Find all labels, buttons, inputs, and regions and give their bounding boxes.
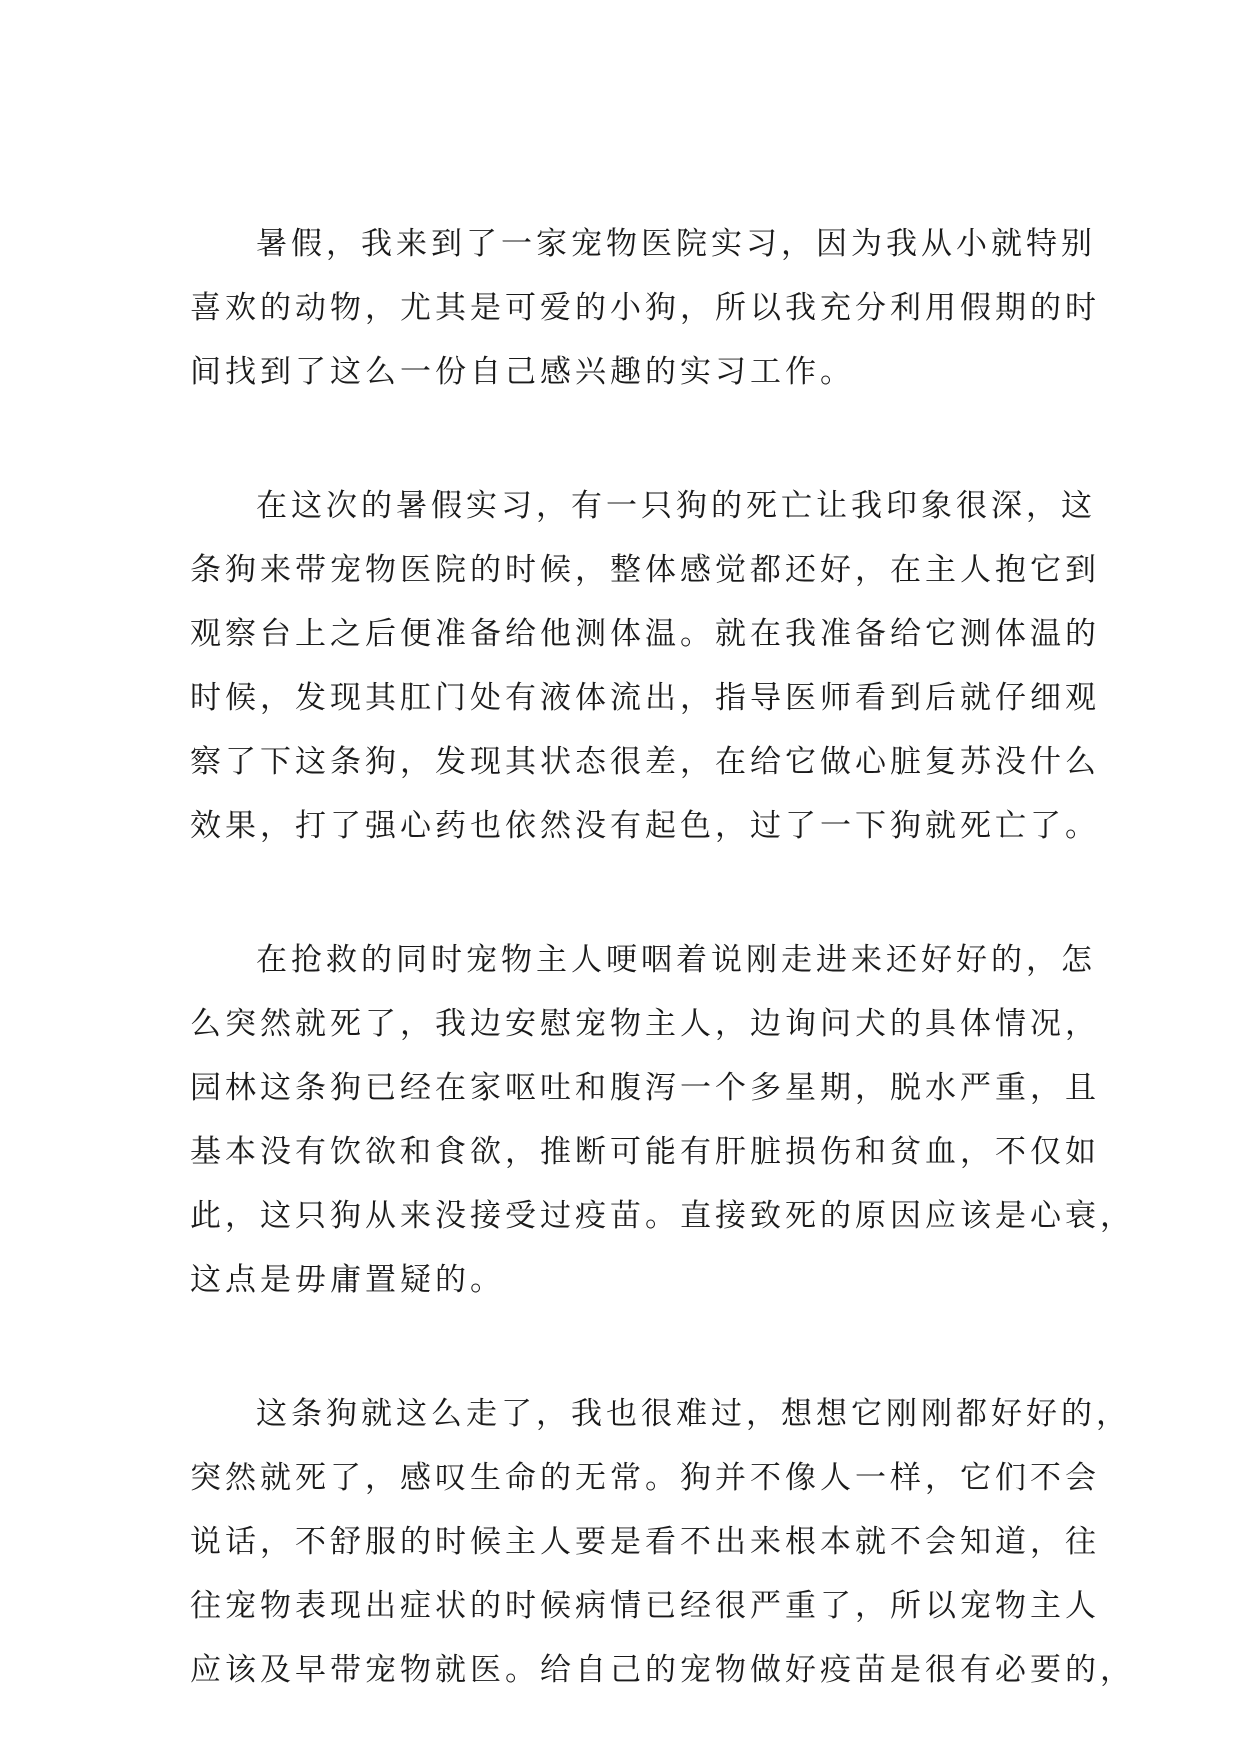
text-line: 这点是毋庸置疑的。 <box>190 1262 505 1298</box>
text-line: 暑假，我来到了一家宠物医院实习，因为我从小就特别 <box>256 226 1096 262</box>
text-line: 突然就死了，感叹生命的无常。狗并不像人一样，它们不会 <box>190 1460 1100 1496</box>
text-line: 此，这只狗从来没接受过疫苗。直接致死的原因应该是心衰， <box>190 1198 1135 1234</box>
text-line: 基本没有饮欲和食欲，推断可能有肝脏损伤和贫血，不仅如 <box>190 1134 1100 1170</box>
text-line: 察了下这条狗，发现其状态很差，在给它做心脏复苏没什么 <box>190 744 1100 780</box>
text-line: 在这次的暑假实习，有一只狗的死亡让我印象很深，这 <box>256 488 1096 524</box>
text-line: 么突然就死了，我边安慰宠物主人，边询问犬的具体情况， <box>190 1006 1100 1042</box>
text-line: 时候，发现其肛门处有液体流出，指导医师看到后就仔细观 <box>190 680 1100 716</box>
paragraph-spacer <box>190 858 1052 928</box>
text-line: 园林这条狗已经在家呕吐和腹泻一个多星期，脱水严重，且 <box>190 1070 1100 1106</box>
paragraph-1 <box>190 212 1100 404</box>
paragraph-2 <box>190 474 1100 858</box>
text-line: 条狗来带宠物医院的时候，整体感觉都还好，在主人抱它到 <box>190 552 1100 588</box>
text-line: 间找到了这么一份自己感兴趣的实习工作。 <box>190 354 855 390</box>
text-line: 效果，打了强心药也依然没有起色，过了一下狗就死亡了。 <box>190 808 1100 844</box>
text-line: 在抢救的同时宠物主人哽咽着说刚走进来还好好的，怎 <box>256 942 1096 978</box>
paragraph-spacer <box>190 404 1052 474</box>
paragraph-spacer <box>190 1312 1052 1382</box>
text-line: 往宠物表现出症状的时候病情已经很严重了，所以宠物主人 <box>190 1588 1100 1624</box>
paragraph-4 <box>190 1382 1135 1702</box>
text-line: 这条狗就这么走了，我也很难过，想想它刚刚都好好的， <box>256 1396 1131 1432</box>
text-line: 说话，不舒服的时候主人要是看不出来根本就不会知道，往 <box>190 1524 1100 1560</box>
document-body <box>190 212 1135 1702</box>
text-line: 喜欢的动物，尤其是可爱的小狗，所以我充分利用假期的时 <box>190 290 1100 326</box>
paragraph-3 <box>190 928 1135 1312</box>
text-line: 观察台上之后便准备给他测体温。就在我准备给它测体温的 <box>190 616 1100 652</box>
text-line: 应该及早带宠物就医。给自己的宠物做好疫苗是很有必要的， <box>190 1652 1135 1688</box>
